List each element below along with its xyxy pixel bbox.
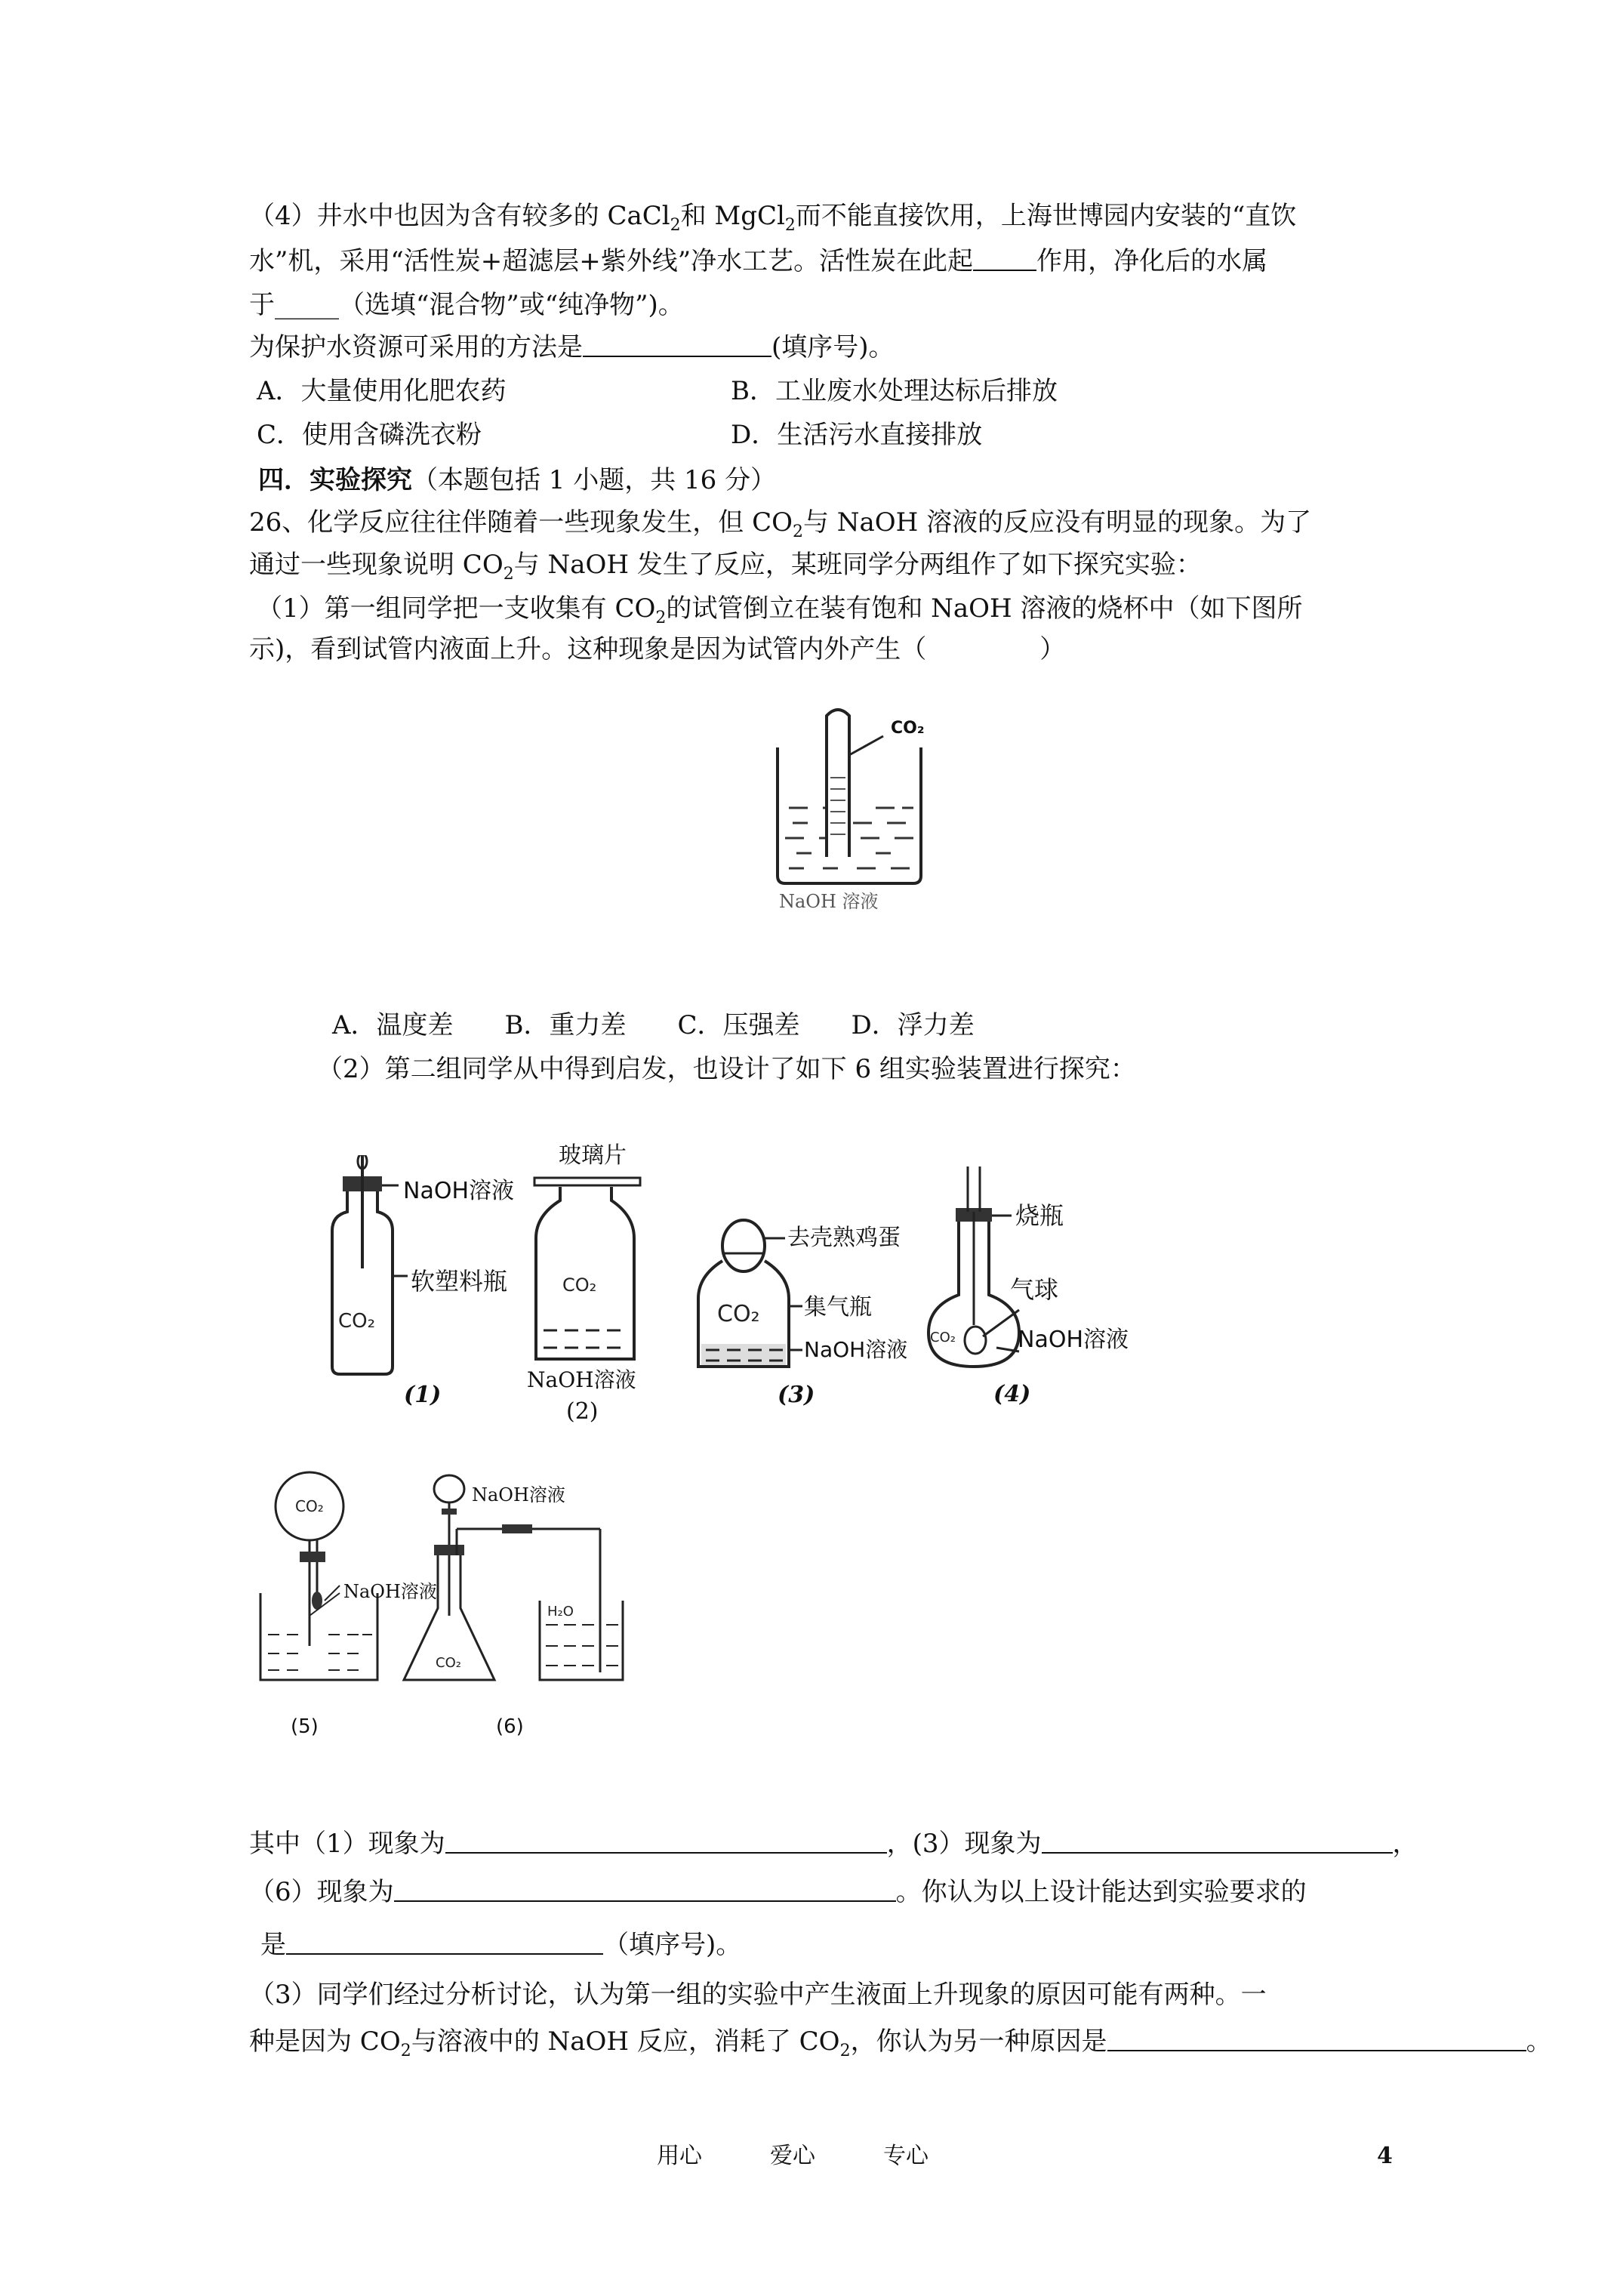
text: 是 — [260, 1930, 286, 1960]
footer-word-1: 用心 — [657, 2143, 702, 2169]
text: （6）现象为 — [249, 1877, 394, 1907]
naoh-label: NaOH溶液 — [1018, 1327, 1129, 1353]
section-title: 四．实验探究 — [258, 465, 412, 495]
text: 示)，看到试管内液面上升。这种现象是因为试管内外产生（ — [249, 634, 927, 664]
text: ，(3）现象为 — [886, 1829, 1042, 1859]
answer-blank-3[interactable] — [1042, 1829, 1393, 1854]
q26-part1-line-1 — [257, 590, 1303, 627]
apparatus-1 — [294, 1155, 521, 1408]
answer-line-1 — [249, 1826, 1418, 1862]
egg-label: 去壳熟鸡蛋 — [787, 1225, 901, 1251]
text: （填序号)。 — [603, 1930, 742, 1960]
apparatus-number: (3) — [778, 1382, 815, 1408]
apparatus-4 — [913, 1166, 1140, 1407]
q4-line-1 — [249, 198, 1296, 234]
flask-label: 烧瓶 — [1015, 1201, 1064, 1230]
answer-blank[interactable] — [973, 247, 1036, 271]
text: 与 NaOH 溶液的反应没有明显的现象。为了 — [802, 507, 1312, 538]
co2-text: CO₂ — [930, 1330, 956, 1345]
text: 与 NaOH 发生了反应，某班同学分两组作了如下探究实验： — [513, 550, 1202, 580]
apparatus-number: (5) — [291, 1715, 319, 1738]
balloon-label: 气球 — [1010, 1275, 1059, 1304]
naoh-label: NaOH溶液 — [472, 1484, 565, 1505]
q4-line-2 — [249, 243, 1267, 279]
text: 作用，净化后的水属 — [1036, 246, 1268, 276]
answer-blank-1[interactable] — [445, 1829, 887, 1854]
q26-part1-line-2 — [249, 631, 1065, 667]
text: ） — [1039, 634, 1066, 664]
answer-blank[interactable] — [583, 333, 771, 357]
answer-blank-6[interactable] — [394, 1878, 896, 1902]
text: ，你认为另一种原因是 — [850, 2026, 1107, 2057]
answer-line-2 — [249, 1874, 1307, 1910]
apparatus-6 — [396, 1465, 638, 1738]
choices-line: A．温度差 B．重力差 C．压强差 D．浮力差 — [332, 1010, 975, 1040]
text: 26、化学反应往往伴随着一些现象发生，但 CO — [249, 507, 793, 538]
q26-part3-line-1: （3）同学们经过分析讨论，认为第一组的实验中产生液面上升现象的原因可能有两种。一 — [249, 1980, 1267, 2010]
section-heading — [258, 462, 776, 498]
text: （1）第一组同学把一支收集有 CO — [257, 593, 656, 624]
text: ， — [1392, 1829, 1418, 1859]
gas-bottle-label: 集气瓶 — [804, 1294, 872, 1321]
apparatus-number: (1) — [404, 1382, 442, 1408]
text: 通过一些现象说明 CO — [249, 550, 504, 580]
q4-line-4 — [249, 329, 895, 365]
apparatus-2 — [521, 1133, 672, 1425]
apparatus-number: (2) — [566, 1398, 599, 1425]
section-note: （本题包括 1 小题，共 16 分） — [412, 465, 777, 495]
text: 和 MgCl — [680, 201, 785, 231]
text: 。你认为以上设计能达到实验要求的 — [895, 1877, 1307, 1907]
page-number: 4 — [1377, 2143, 1393, 2169]
naoh-label: NaOH溶液 — [403, 1178, 514, 1204]
subscript: 2 — [503, 565, 514, 584]
subscript: 2 — [792, 522, 803, 541]
naoh-label: NaOH溶液 — [343, 1581, 437, 1602]
co2-text: CO₂ — [295, 1497, 324, 1515]
naoh-label: NaOH溶液 — [527, 1367, 636, 1392]
subscript: 2 — [400, 2042, 411, 2060]
q26-intro-2 — [249, 547, 1202, 583]
text: 水”机，采用“活性炭+超滤层+紫外线”净水工艺。活性炭在此起 — [249, 246, 974, 276]
option-d: D．生活污水直接排放 — [731, 420, 983, 450]
text: 而不能直接饮用，上海世博园内安装的“直饮 — [795, 201, 1297, 231]
q26-part2-intro: （2）第二组同学从中得到启发，也设计了如下 6 组实验装置进行探究： — [317, 1054, 1136, 1084]
figure-test-tube-beaker — [762, 702, 974, 929]
soft-bottle-label: 软塑料瓶 — [411, 1267, 508, 1296]
subscript: 2 — [670, 216, 681, 235]
answer-line-3 — [260, 1927, 741, 1963]
subscript: 2 — [839, 2042, 851, 2060]
answer-blank-choice[interactable] — [286, 1931, 603, 1955]
water-text: H₂O — [547, 1604, 574, 1620]
text: （4）井水中也因为含有较多的 CaCl — [249, 201, 670, 231]
q26-intro-1 — [249, 504, 1311, 541]
text: 。 — [1526, 2026, 1552, 2057]
q26-part3-line-2 — [249, 2023, 1552, 2060]
text: 为保护水资源可采用的方法是 — [249, 332, 583, 362]
option-b: B．工业废水处理达标后排放 — [731, 376, 1058, 406]
co2-text: CO₂ — [717, 1301, 760, 1327]
co2-text: CO₂ — [436, 1655, 461, 1671]
answer-blank-reason[interactable] — [1107, 2027, 1526, 2051]
option-a: A．大量使用化肥农药 — [257, 376, 507, 406]
co2-text: CO₂ — [562, 1274, 597, 1296]
co2-text: CO₂ — [338, 1310, 376, 1333]
apparatus-number: (6) — [496, 1715, 524, 1738]
naoh-solution-label: NaOH 溶液 — [779, 891, 879, 912]
text: 的试管倒立在装有饱和 NaOH 溶液的烧杯中（如下图所 — [666, 593, 1303, 624]
co2-label: CO₂ — [891, 719, 925, 738]
q4-line-3: 于_____（选填“混合物”或“纯净物”)。 — [249, 290, 684, 320]
apparatus-3 — [683, 1216, 925, 1408]
naoh-label: NaOH溶液 — [804, 1337, 908, 1362]
glass-plate-label: 玻璃片 — [559, 1142, 627, 1169]
text: 其中（1）现象为 — [249, 1829, 445, 1859]
apparatus-number: (4) — [993, 1381, 1031, 1407]
text: 种是因为 CO — [249, 2026, 401, 2057]
option-c: C．使用含磷洗衣粉 — [257, 420, 482, 450]
subscript: 2 — [784, 216, 796, 235]
footer-word-2: 爱心 — [770, 2143, 815, 2169]
subscript: 2 — [655, 609, 667, 627]
text: (填序号)。 — [771, 332, 895, 362]
footer-word-3: 专心 — [883, 2143, 929, 2169]
text: 与溶液中的 NaOH 反应，消耗了 CO — [411, 2026, 840, 2057]
